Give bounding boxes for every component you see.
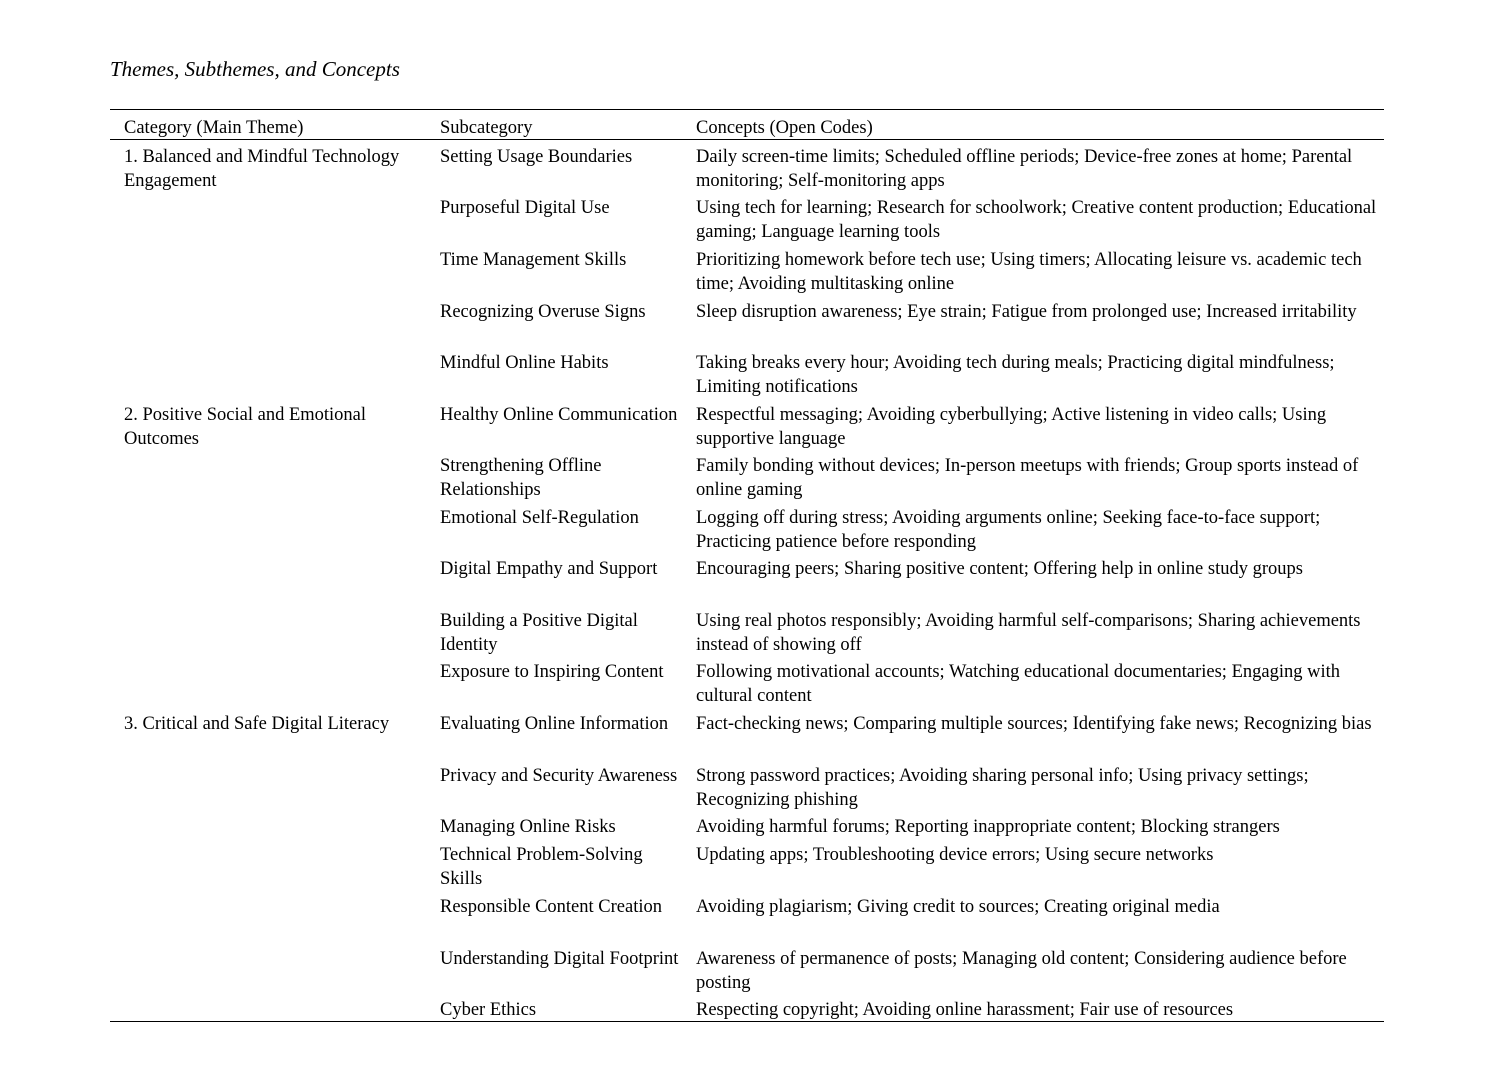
subcategory-cell: Mindful Online Habits <box>440 353 609 373</box>
category-cell: 2. Positive Social and Emotional Outcomes <box>124 405 367 449</box>
subcategory-cell: Privacy and Security Awareness <box>440 766 678 786</box>
concepts-cell: Awareness of permanence of posts; Managing old content; Considering audience before posting <box>696 949 1347 993</box>
concepts-cell: Using real photos responsibly; Avoiding harmful self-comparisons; Sharing achievements instead of showing off <box>696 611 1361 655</box>
subcategory-cell: Managing Online Risks <box>440 817 616 837</box>
concepts-cell: Logging off during stress; Avoiding arguments online; Seeking face-to-face support; Practicing patience before responding <box>696 508 1321 552</box>
subcategory-cell: Responsible Content Creation <box>440 897 662 917</box>
subcategory-cell: Purposeful Digital Use <box>440 198 610 218</box>
header-category: Category (Main Theme) <box>124 118 304 138</box>
concepts-cell: Prioritizing homework before tech use; Using timers; Allocating leisure vs. academic tech time; Avoiding multitasking online <box>696 250 1362 294</box>
subcategory-cell: Recognizing Overuse Signs <box>440 302 646 322</box>
subcategory-cell: Healthy Online Communication <box>440 405 678 425</box>
concepts-cell: Sleep disruption awareness; Eye strain; Fatigue from prolonged use; Increased irritability <box>696 302 1357 322</box>
concepts-cell: Using tech for learning; Research for schoolwork; Creative content production; Educational gaming; Language learning tools <box>696 198 1377 242</box>
subcategory-cell: Building a Positive Digital Identity <box>440 611 638 655</box>
concepts-cell: Avoiding harmful forums; Reporting inappropriate content; Blocking strangers <box>696 817 1280 837</box>
concepts-cell: Encouraging peers; Sharing positive content; Offering help in online study groups <box>696 559 1303 579</box>
concepts-cell: Respecting copyright; Avoiding online harassment; Fair use of resources <box>696 1000 1234 1020</box>
subcategory-cell: Understanding Digital Footprint <box>440 949 679 969</box>
category-cell: 1. Balanced and Mindful Technology Engagement <box>124 147 400 191</box>
subcategory-cell: Cyber Ethics <box>440 1000 537 1020</box>
subcategory-cell: Technical Problem-Solving Skills <box>440 845 643 889</box>
table-title: Themes, Subthemes, and Concepts <box>110 57 400 81</box>
subcategory-cell: Emotional Self-Regulation <box>440 508 639 528</box>
subcategory-cell: Digital Empathy and Support <box>440 559 658 579</box>
top-rule <box>110 109 1384 110</box>
concepts-cell: Avoiding plagiarism; Giving credit to sources; Creating original media <box>696 897 1220 917</box>
concepts-cell: Respectful messaging; Avoiding cyberbullying; Active listening in video calls; Using supportive language <box>696 405 1327 449</box>
concepts-cell: Following motivational accounts; Watching educational documentaries; Engaging with cultural content <box>696 662 1340 706</box>
bottom-rule <box>110 1021 1384 1022</box>
subcategory-cell: Setting Usage Boundaries <box>440 147 633 167</box>
header-subcategory: Subcategory <box>440 118 533 138</box>
subcategory-cell: Exposure to Inspiring Content <box>440 662 664 682</box>
concepts-cell: Daily screen-time limits; Scheduled offline periods; Device-free zones at home; Parental monitoring; Self-monitoring apps <box>696 147 1353 191</box>
concepts-cell: Fact-checking news; Comparing multiple sources; Identifying fake news; Recognizing bias <box>696 714 1372 734</box>
subcategory-cell: Time Management Skills <box>440 250 627 270</box>
concepts-cell: Updating apps; Troubleshooting device errors; Using secure networks <box>696 845 1214 865</box>
subcategory-cell: Evaluating Online Information <box>440 714 669 734</box>
category-cell: 3. Critical and Safe Digital Literacy <box>124 714 390 734</box>
concepts-cell: Family bonding without devices; In-person meetups with friends; Group sports instead of online gaming <box>696 456 1359 500</box>
subcategory-cell: Strengthening Offline Relationships <box>440 456 602 500</box>
header-rule <box>110 139 1384 140</box>
concepts-cell: Strong password practices; Avoiding sharing personal info; Using privacy settings; Recognizing phishing <box>696 766 1309 810</box>
header-concepts: Concepts (Open Codes) <box>696 118 873 138</box>
concepts-cell: Taking breaks every hour; Avoiding tech during meals; Practicing digital mindfulness; Limiting notifications <box>696 353 1335 397</box>
